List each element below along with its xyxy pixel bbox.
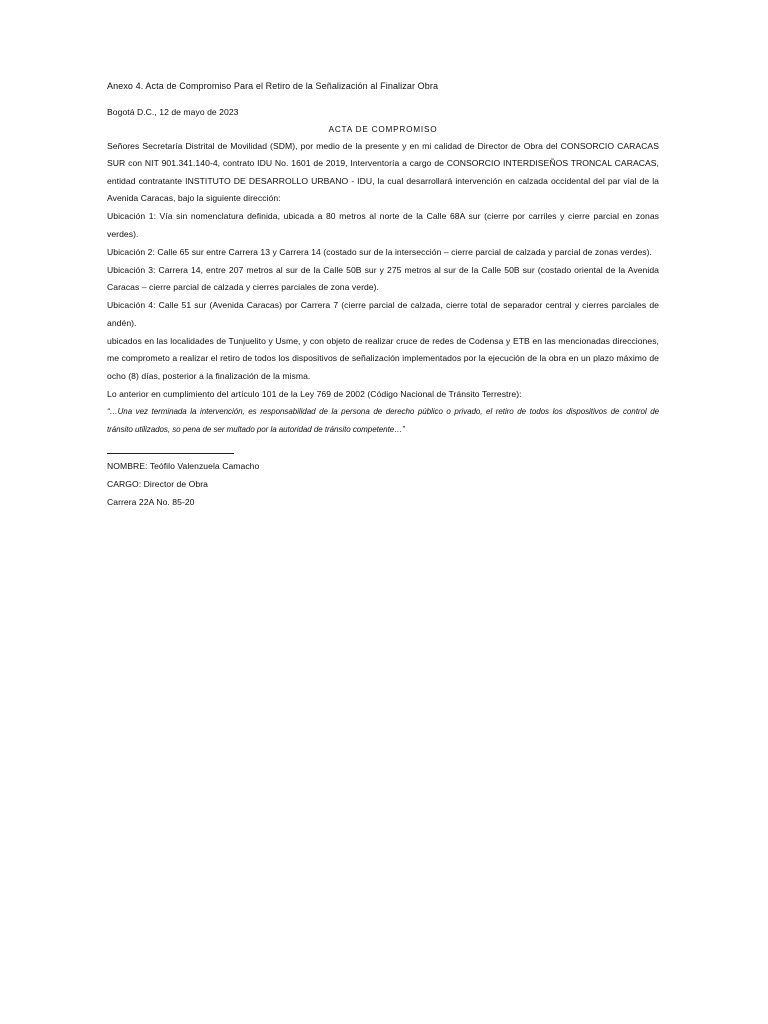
date-line: Bogotá D.C., 12 de mayo de 2023 — [107, 107, 239, 117]
signature-name: NOMBRE: Teófilo Valenzuela Camacho — [107, 461, 260, 471]
signature-address: Carrera 22A No. 85-20 — [107, 497, 195, 507]
signature-line — [107, 453, 234, 454]
body-line: entidad contratante INSTITUTO DE DESARROLLO URBANO - IDU, la cual desarrollará intervención en calzada occidental del par vial de la — [107, 176, 659, 186]
body-line: SUR con NIT 901.341.140-4, contrato IDU No. 1601 de 2019, Interventoría a cargo de CONSORCIO INTERDISEÑOS TRONCAL CARACAS, — [107, 158, 659, 168]
body-line: Señores Secretaría Distrital de Movilidad (SDM), por medio de la presente y en mi calidad de Director de Obra del CONSORCIO CARACAS — [107, 141, 659, 151]
signature-cargo: CARGO: Director de Obra — [107, 479, 208, 489]
body-line: Ubicación 4: Calle 51 sur (Avenida Caracas) por Carrera 7 (cierre parcial de calzada, cierre total de separador central y cierres parciales de — [107, 300, 659, 310]
acta-title: ACTA DE COMPROMISO — [328, 125, 438, 134]
body-line: Caracas – cierre parcial de calzada y cierres parciales de zona verde). — [107, 282, 379, 292]
body-line: ocho (8) días, posterior a la finalización de la misma. — [107, 371, 311, 381]
quote-line: tránsito utilizados, so pena de ser multado por la autoridad de tránsito competente…” — [107, 425, 405, 434]
body-line: Lo anterior en cumplimiento del artículo 101 de la Ley 769 de 2002 (Código Nacional de Tránsito Terrestre): — [107, 389, 522, 399]
body-line: Avenida Caracas, bajo la siguiente dirección: — [107, 193, 281, 203]
body-line: ubicados en las localidades de Tunjuelito y Usme, y con objeto de realizar cruce de redes de Codensa y ETB en las mencionadas direcciones, — [107, 336, 659, 346]
body-line: verdes). — [107, 229, 139, 239]
body-line: Ubicación 1: Vía sin nomenclatura definida, ubicada a 80 metros al norte de la Calle 68A sur (cierre por carriles y cierre parcial en zonas — [107, 211, 659, 221]
body-line: me comprometo a realizar el retiro de todos los dispositivos de señalización implementados por la ejecución de la obra en un plazo máximo de — [107, 353, 659, 363]
body-line: andén). — [107, 318, 137, 328]
annex-title: Anexo 4. Acta de Compromiso Para el Retiro de la Señalización al Finalizar Obra — [107, 81, 439, 91]
body-line: Ubicación 3: Carrera 14, entre 207 metros al sur de la Calle 50B sur y 275 metros al sur de la Calle 50B sur (costado oriental de la Avenida — [107, 265, 659, 275]
body-line: Ubicación 2: Calle 65 sur entre Carrera 13 y Carrera 14 (costado sur de la intersección – cierre parcial de calzada y parcial de zonas verdes). — [107, 247, 652, 257]
quote-line: “…Una vez terminada la intervención, es responsabilidad de la persona de derecho público o privado, el retiro de todos los dispositivos de control de — [107, 407, 659, 416]
